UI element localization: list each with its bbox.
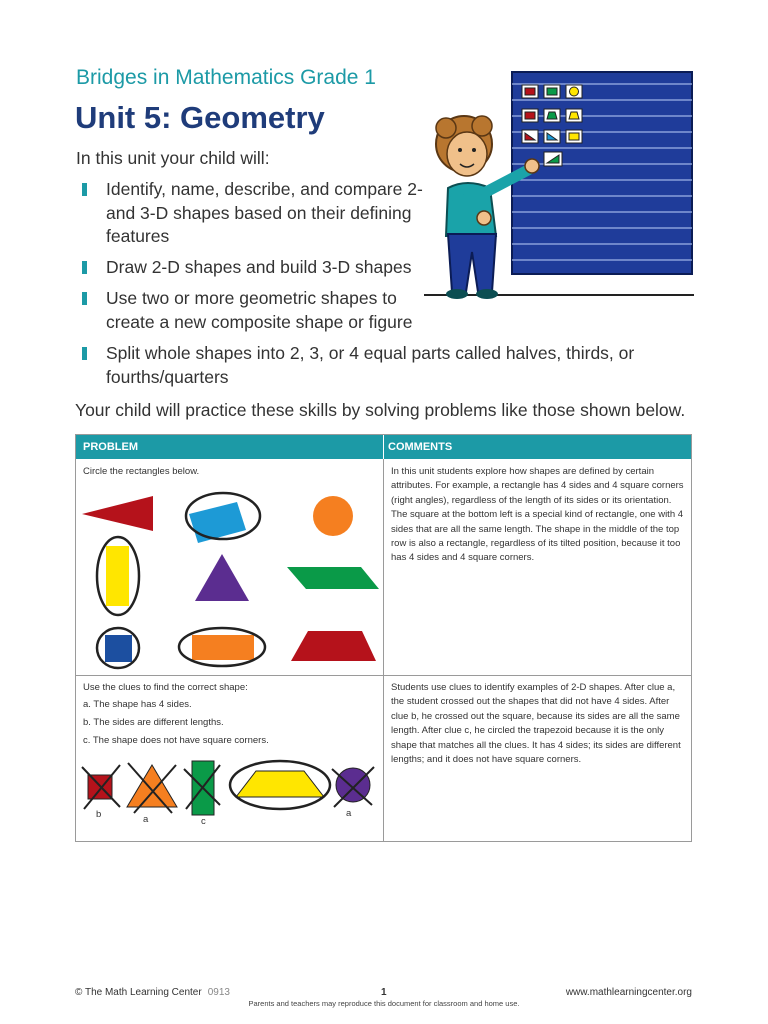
page-title: Unit 5: Geometry — [75, 100, 325, 135]
problem-1-prompt: Circle the rectangles below. — [83, 466, 200, 477]
list-item — [82, 342, 696, 389]
red-triangle — [82, 496, 153, 531]
copyright-text: © The Math Learning Center — [75, 987, 202, 998]
intro-text: In this unit your child will: — [76, 148, 270, 168]
crossed-out-green-rectangle — [184, 761, 220, 815]
orange-circle — [313, 496, 353, 536]
tilted-blue-rectangle — [186, 493, 260, 543]
row-divider — [76, 675, 691, 676]
shape-label: c — [201, 816, 206, 827]
reproduction-note: Parents and teachers may reproduce this document for classroom and home use. — [248, 999, 520, 1008]
list-item — [82, 287, 436, 334]
problem-2-prompt: Use the clues to find the correct shape: — [83, 682, 248, 693]
blue-square — [97, 628, 139, 668]
footer-copyright — [75, 987, 230, 998]
crossed-out-red-square — [82, 765, 120, 809]
list-item — [82, 256, 446, 280]
list-item — [82, 178, 426, 249]
shape-label: a — [143, 814, 149, 825]
document-code: 0913 — [207, 987, 230, 998]
crossed-out-purple-circle — [332, 767, 374, 807]
clue-c: c. The shape does not have square corners. — [83, 735, 269, 746]
bullet-marker — [82, 183, 87, 196]
clue-b: b. The sides are different lengths. — [83, 717, 224, 728]
rectangles-problem-shapes — [76, 483, 383, 673]
comment-2: Students use clues to identify examples of 2-D shapes. After clue a, the student crossed out the shapes that did not have 4 sides. After clue b, he crossed out the square, because its sides are all the same length. After clue c, he circled the trapezoid because it is the only shape that matches all the clues. It has 4 sides; its sides are different lengths; and it does not have square corners. — [391, 682, 681, 766]
column-header-comments: COMMENTS — [388, 441, 453, 453]
page-number: 1 — [381, 987, 387, 998]
orange-rectangle — [179, 628, 265, 666]
shape-label: b — [96, 809, 102, 820]
yellow-rectangle — [97, 537, 139, 615]
bullet-marker — [82, 292, 87, 305]
bullet-marker — [82, 261, 87, 274]
purple-triangle — [195, 554, 249, 601]
red-trapezoid — [291, 631, 376, 661]
list-item-text: Draw 2-D shapes and build 3-D shapes — [106, 257, 412, 277]
practice-intro: Your child will practice these skills by solving problems like those shown below. — [75, 400, 686, 420]
clue-problem-shapes — [76, 755, 383, 841]
shape-label: a — [346, 808, 352, 819]
crossed-out-orange-triangle — [127, 763, 177, 813]
bullet-marker — [82, 347, 87, 360]
list-item-text: Identify, name, describe, and compare 2- and 3-D shapes based on their defining features — [106, 179, 423, 246]
child-pocket-chart-illustration — [420, 66, 700, 306]
problem-table — [75, 434, 692, 842]
comment-1: In this unit students explore how shapes are defined by certain attributes. For example, a rectangle has 4 sides and 4 square corners (right angles), regardless of the length of its sides or its orientation. The square at the bottom left is a special kind of rectangle, one with 4 sides that are all the same length. The shape in the middle of the top row is also a rectangle, regardless of its tilted position, because it too has 4 sides and 4 square corners. — [391, 466, 684, 564]
column-divider — [383, 435, 384, 841]
column-header-problem: PROBLEM — [83, 441, 138, 453]
list-item-text: Use two or more geometric shapes to create a new composite shape or figure — [106, 288, 413, 332]
header-divider — [383, 435, 384, 459]
series-title: Bridges in Mathematics Grade 1 — [76, 66, 376, 89]
clue-a: a. The shape has 4 sides. — [83, 699, 192, 710]
list-item-text: Split whole shapes into 2, 3, or 4 equal parts called halves, thirds, or fourths/quarters — [106, 343, 635, 387]
green-parallelogram — [287, 567, 379, 589]
circled-yellow-trapezoid — [230, 761, 330, 809]
website-url: www.mathlearningcenter.org — [565, 987, 692, 998]
